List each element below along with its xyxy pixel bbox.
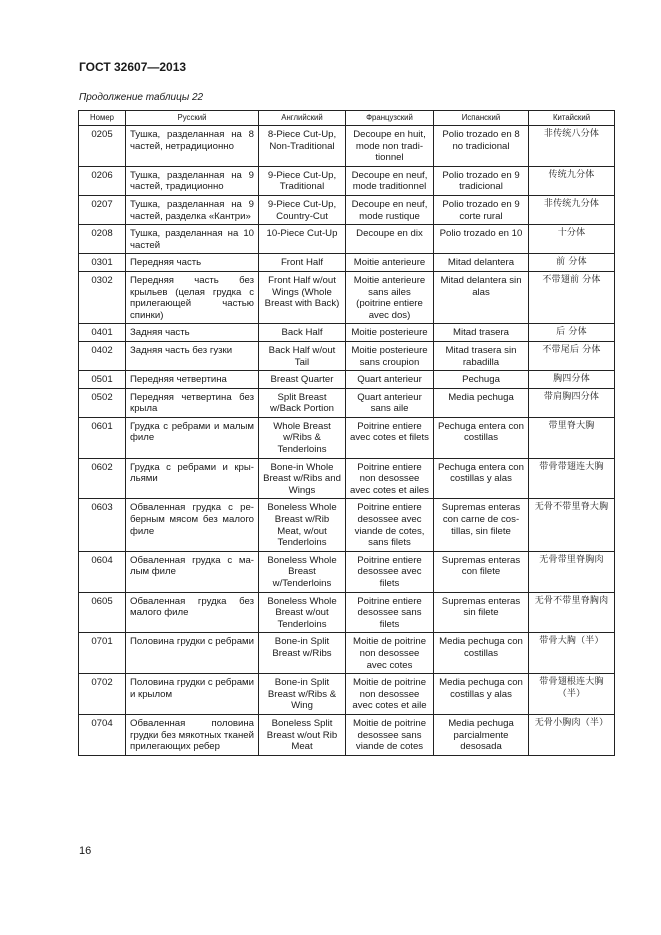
french-cell: Poitrine entiere desossee sans filets: [346, 592, 434, 633]
spanish-cell: Supremas enteras con carne de costillas, sin filete: [434, 499, 529, 551]
number-cell: 0207: [79, 195, 126, 224]
french-cell: Poitrine entiere desossee avec viande de cotes, sans filets: [346, 499, 434, 551]
chinese-cell: 十分体: [529, 225, 615, 254]
english-cell: 8-Piece Cut-Up, Non-Traditional: [259, 126, 346, 167]
english-cell: Boneless Split Breast w/out Rib Meat: [259, 714, 346, 755]
spanish-cell: Polio trozado en 8 no tradicional: [434, 126, 529, 167]
russian-cell: Передняя часть без крыльев (целая грудка с прилегающей частью спинки): [126, 271, 259, 323]
french-cell: Decoupe en dix: [346, 225, 434, 254]
french-cell: Moitie anterieure: [346, 254, 434, 272]
english-cell: Boneless Whole Breast w/Rib Meat, w/out Tenderloins: [259, 499, 346, 551]
english-cell: Boneless Whole Breast w/out Tenderloins: [259, 592, 346, 633]
translation-table: [78, 110, 615, 756]
column-header-russian: Русский: [126, 111, 259, 126]
number-cell: 0603: [79, 499, 126, 551]
spanish-cell: Media pechuga: [434, 388, 529, 417]
english-cell: Boneless Whole Breast w/Tenderloins: [259, 551, 346, 592]
chinese-cell: 无骨小胸肉（半）: [529, 714, 615, 755]
russian-cell: Передняя четвертина: [126, 371, 259, 389]
chinese-cell: 带肩胸四分体: [529, 388, 615, 417]
english-cell: 10-Piece Cut-Up: [259, 225, 346, 254]
number-cell: 0604: [79, 551, 126, 592]
number-cell: 0704: [79, 714, 126, 755]
table-row: [79, 271, 615, 323]
spanish-cell: Pechuga entera con costillas: [434, 417, 529, 458]
column-header-number: Номер: [79, 111, 126, 126]
table-row: [79, 592, 615, 633]
french-cell: Moitie posterieure: [346, 324, 434, 342]
russian-cell: Задняя часть без гузки: [126, 341, 259, 370]
chinese-cell: 不带翅前 分体: [529, 271, 615, 323]
chinese-cell: 胸四分体: [529, 371, 615, 389]
russian-cell: Тушка, разделанная на 8 частей, нетрадиционно: [126, 126, 259, 167]
chinese-cell: 前 分体: [529, 254, 615, 272]
table-caption: Продолжение таблицы 22: [79, 92, 204, 103]
french-cell: Decoupe en huit, mode non traditionnel: [346, 126, 434, 167]
number-cell: 0302: [79, 271, 126, 323]
spanish-cell: Polio trozado en 9 corte rural: [434, 195, 529, 224]
russian-cell: Грудка с ребрами и малым филе: [126, 417, 259, 458]
chinese-cell: 传统九分体: [529, 166, 615, 195]
table-row: [79, 324, 615, 342]
number-cell: 0205: [79, 126, 126, 167]
russian-cell: Обваленная половина грудки без мякотных тканей прилегающих ребер: [126, 714, 259, 755]
russian-cell: Грудка с ребрами и крыльями: [126, 458, 259, 499]
chinese-cell: 带骨带翅连大胸: [529, 458, 615, 499]
number-cell: 0402: [79, 341, 126, 370]
russian-cell: Тушка, разделанная на 9 частей, традиционно: [126, 166, 259, 195]
russian-cell: Задняя часть: [126, 324, 259, 342]
chinese-cell: 后 分体: [529, 324, 615, 342]
number-cell: 0601: [79, 417, 126, 458]
spanish-cell: Pechuga: [434, 371, 529, 389]
russian-cell: Обваленная грудка с малым филе: [126, 551, 259, 592]
english-cell: Back Half: [259, 324, 346, 342]
spanish-cell: Media pechuga con costillas y alas: [434, 674, 529, 715]
number-cell: 0208: [79, 225, 126, 254]
french-cell: Decoupe en neuf, mode rustique: [346, 195, 434, 224]
table-row: [79, 458, 615, 499]
number-cell: 0602: [79, 458, 126, 499]
spanish-cell: Supremas enteras sin filete: [434, 592, 529, 633]
table-row: [79, 674, 615, 715]
table-header-row: [79, 111, 615, 126]
spanish-cell: Mitad trasera sin rabadilla: [434, 341, 529, 370]
column-header-spanish: Испанский: [434, 111, 529, 126]
chinese-cell: 带里脊大胸: [529, 417, 615, 458]
english-cell: Front Half w/out Wings (Whole Breast with Back): [259, 271, 346, 323]
number-cell: 0605: [79, 592, 126, 633]
french-cell: Moitie de poitrine non desossee avec cotes: [346, 633, 434, 674]
spanish-cell: Mitad delantera sin alas: [434, 271, 529, 323]
english-cell: Whole Breast w/Ribs & Tenderloins: [259, 417, 346, 458]
number-cell: 0301: [79, 254, 126, 272]
column-header-english: Английский: [259, 111, 346, 126]
english-cell: 9-Piece Cut-Up, Country-Cut: [259, 195, 346, 224]
spanish-cell: Pechuga entera con costillas y alas: [434, 458, 529, 499]
english-cell: Breast Quarter: [259, 371, 346, 389]
french-cell: Decoupe en neuf, mode traditionnel: [346, 166, 434, 195]
table-row: [79, 166, 615, 195]
french-cell: Quart anterieur: [346, 371, 434, 389]
spanish-cell: Polio trozado en 9 tradicional: [434, 166, 529, 195]
french-cell: Moitie posterieure sans croupion: [346, 341, 434, 370]
spanish-cell: Polio trozado en 10: [434, 225, 529, 254]
english-cell: Front Half: [259, 254, 346, 272]
page-number: 16: [79, 845, 92, 857]
chinese-cell: 非传统九分体: [529, 195, 615, 224]
russian-cell: Передняя часть: [126, 254, 259, 272]
english-cell: Bone-in Split Breast w/Ribs: [259, 633, 346, 674]
french-cell: Quart anterieur sans aile: [346, 388, 434, 417]
number-cell: 0206: [79, 166, 126, 195]
russian-cell: Тушка, разделанная на 10 частей: [126, 225, 259, 254]
english-cell: Bone-in Split Breast w/Ribs & Wing: [259, 674, 346, 715]
russian-cell: Передняя четвертина без крыла: [126, 388, 259, 417]
chinese-cell: 非传统八分体: [529, 126, 615, 167]
table-row: [79, 714, 615, 755]
english-cell: 9-Piece Cut-Up, Traditional: [259, 166, 346, 195]
table-row: [79, 499, 615, 551]
french-cell: Poitrine entiere avec cotes et filets: [346, 417, 434, 458]
column-header-french: Французский: [346, 111, 434, 126]
chinese-cell: 无骨不带里脊大胸: [529, 499, 615, 551]
chinese-cell: 带骨翅根连大胸（半）: [529, 674, 615, 715]
column-header-chinese: Китайский: [529, 111, 615, 126]
number-cell: 0401: [79, 324, 126, 342]
spanish-cell: Media pechuga con costillas: [434, 633, 529, 674]
table-row: [79, 371, 615, 389]
english-cell: Back Half w/out Tail: [259, 341, 346, 370]
russian-cell: Обваленная грудка без малого филе: [126, 592, 259, 633]
english-cell: Split Breast w/Back Portion: [259, 388, 346, 417]
chinese-cell: 无骨不带里脊胸肉: [529, 592, 615, 633]
table-body: [79, 126, 615, 756]
russian-cell: Половина грудки с ребрами и крылом: [126, 674, 259, 715]
spanish-cell: Mitad trasera: [434, 324, 529, 342]
table-row: [79, 126, 615, 167]
russian-cell: Половина грудки с ребрами: [126, 633, 259, 674]
table-row: [79, 254, 615, 272]
document-header: ГОСТ 32607—2013: [79, 60, 187, 74]
russian-cell: Обваленная грудка с реберным мясом без малого филе: [126, 499, 259, 551]
number-cell: 0502: [79, 388, 126, 417]
table-row: [79, 633, 615, 674]
french-cell: Poitrine entiere desossee avec filets: [346, 551, 434, 592]
number-cell: 0701: [79, 633, 126, 674]
spanish-cell: Media pechuga parcialmente desosada: [434, 714, 529, 755]
french-cell: Moitie de poitrine non desossee avec cotes et aile: [346, 674, 434, 715]
french-cell: Moitie anterieure sans ailes (poitrine entiere avec dos): [346, 271, 434, 323]
table-row: [79, 195, 615, 224]
french-cell: Moitie de poitrine desossee sans viande de cotes: [346, 714, 434, 755]
table-row: [79, 388, 615, 417]
chinese-cell: 不带尾后 分体: [529, 341, 615, 370]
number-cell: 0501: [79, 371, 126, 389]
french-cell: Poitrine entiere non desossee avec cotes et ailes: [346, 458, 434, 499]
spanish-cell: Mitad delantera: [434, 254, 529, 272]
chinese-cell: 无骨带里脊胸肉: [529, 551, 615, 592]
spanish-cell: Supremas enteras con filete: [434, 551, 529, 592]
chinese-cell: 带骨大胸（半）: [529, 633, 615, 674]
table-row: [79, 551, 615, 592]
table-row: [79, 341, 615, 370]
table-row: [79, 225, 615, 254]
english-cell: Bone-in Whole Breast w/Ribs and Wings: [259, 458, 346, 499]
table-row: [79, 417, 615, 458]
number-cell: 0702: [79, 674, 126, 715]
russian-cell: Тушка, разделанная на 9 частей, разделка «Кантри»: [126, 195, 259, 224]
